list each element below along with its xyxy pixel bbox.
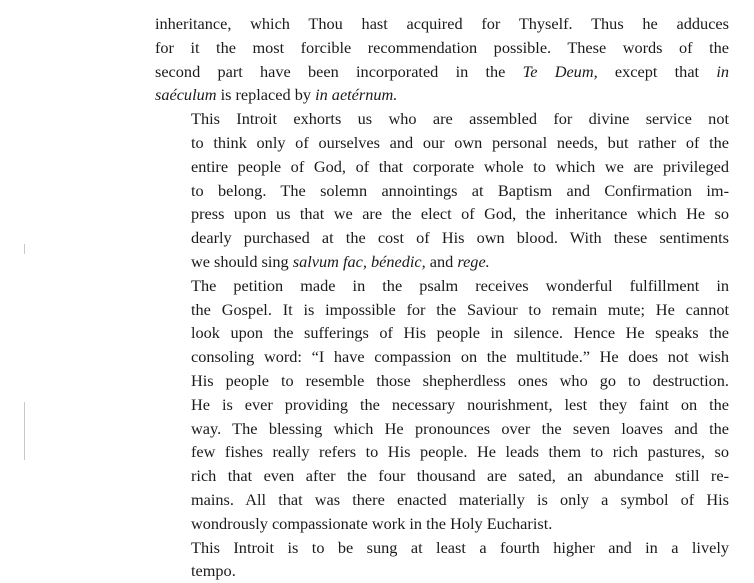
margin-mark (24, 402, 25, 460)
text-run: we should sing (191, 251, 293, 271)
paragraph (155, 274, 729, 536)
text-line (155, 155, 729, 179)
text-line (155, 250, 729, 274)
text-run: consoling word: “I have compassion on the multitude.” He does not wish (191, 347, 729, 367)
margin-mark (24, 244, 25, 254)
text-line (155, 345, 729, 369)
body-text (155, 12, 729, 583)
text-run: This Introit is to be sung at least a fourth higher and in a lively (191, 537, 729, 557)
text-line (155, 393, 729, 417)
italic-text: salvum fac, bénedic, (292, 251, 426, 271)
text-line (155, 274, 729, 298)
text-run: is replaced by (216, 85, 316, 105)
text-run: The petition made in the psalm receives wonderful fulfillment in (191, 275, 729, 295)
text-run: to belong. The solemn annointings at Baptism and Confirmation im- (191, 180, 729, 200)
text-run: He is ever providing the necessary nourishment, lest they faint on the (191, 394, 729, 414)
paragraph (155, 536, 729, 583)
text-run: second part have been incorporated in the (155, 61, 523, 81)
text-line (155, 321, 729, 345)
text-line (155, 202, 729, 226)
text-run: the Gospel. It is impossible for the Saviour to remain mute; He cannot (191, 299, 729, 319)
text-line (155, 60, 729, 84)
text-line (155, 488, 729, 512)
italic-text: in aetérnum. (315, 85, 398, 105)
text-line (155, 226, 729, 250)
text-line (155, 440, 729, 464)
text-run: tempo. (191, 561, 236, 581)
text-run: and (425, 251, 458, 271)
text-line (155, 298, 729, 322)
text-run: look upon the sufferings of His people in silence. Hence He speaks the (191, 323, 729, 343)
text-run: rich that even after the four thousand are sated, an abundance still re- (191, 466, 729, 486)
text-line (155, 559, 729, 583)
italic-text: Te Deum, (522, 61, 598, 81)
text-run: for it the most forcible recommendation possible. These words of the (155, 37, 729, 57)
text-run: This Introit exhorts us who are assembled for divine service not (191, 109, 729, 129)
text-line (155, 369, 729, 393)
text-line (155, 536, 729, 560)
text-line (155, 131, 729, 155)
italic-text: saéculum (155, 85, 217, 105)
text-line (155, 417, 729, 441)
text-run: to think only of ourselves and our own personal needs, but rather of the (191, 132, 729, 152)
text-run: entire people of God, of that corporate whole to which we are privileged (191, 156, 729, 176)
text-run: press upon us that we are the elect of God, the inheritance which He so (191, 204, 729, 224)
text-line (155, 464, 729, 488)
text-line (155, 83, 729, 107)
text-run: few fishes really refers to His people. He leads them to rich pastures, so (191, 442, 729, 462)
italic-text: rege. (457, 251, 490, 271)
text-line (155, 512, 729, 536)
text-line (155, 107, 729, 131)
text-run: dearly purchased at the cost of His own blood. With these sentiments (191, 228, 729, 248)
text-line (155, 12, 729, 36)
text-run: wondrously compassionate work in the Holy Eucharist. (191, 513, 553, 533)
text-run: except that (597, 61, 717, 81)
paragraph (155, 12, 729, 107)
italic-text: in (716, 61, 730, 81)
text-run: inheritance, which Thou hast acquired for Thyself. Thus he adduces (155, 14, 729, 33)
text-run: mains. All that was there enacted materially is only a symbol of His (191, 489, 729, 509)
paragraph (155, 107, 729, 274)
text-run: His people to resemble those shepherdless ones who go to destruction. (191, 370, 729, 390)
text-line (155, 179, 729, 203)
text-run: way. The blessing which He pronounces over the seven loaves and the (191, 418, 729, 438)
text-line (155, 36, 729, 60)
